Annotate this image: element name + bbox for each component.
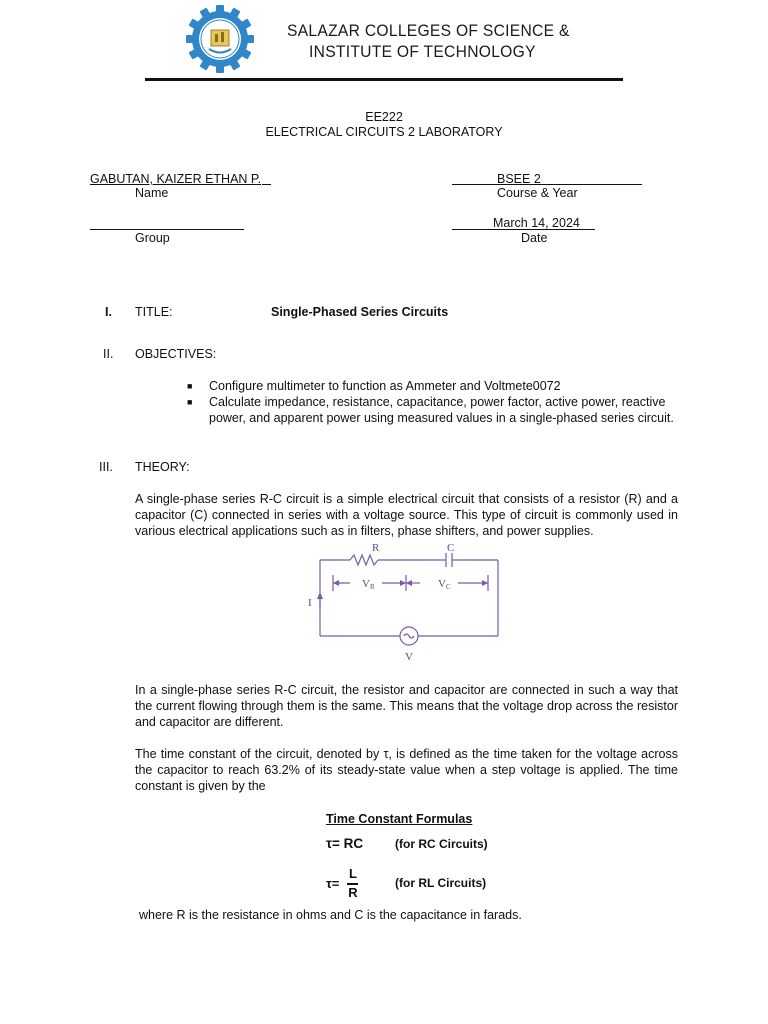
section-label: THEORY:: [135, 460, 190, 474]
header-rule: [145, 78, 623, 81]
course-code: EE222: [365, 110, 403, 124]
section-label: OBJECTIVES:: [135, 347, 217, 361]
name-value: GABUTAN, KAIZER ETHAN P.: [90, 172, 262, 186]
time-constant-formulas: [320, 808, 520, 903]
formula-rl-numerator: L: [349, 866, 357, 881]
lab-title: Single-Phased Series Circuits: [271, 305, 449, 319]
college-logo: [185, 4, 255, 74]
date-label: Date: [521, 231, 548, 245]
vc-subscript: C: [446, 583, 451, 591]
date-value: March 14, 2024: [493, 216, 580, 230]
section-number: II.: [103, 347, 114, 361]
section-number: III.: [99, 460, 113, 474]
college-name-line1: SALAZAR COLLEGES OF SCIENCE &: [287, 21, 570, 40]
source-label: V: [405, 651, 413, 663]
name-underline-tail: [262, 184, 271, 185]
formula-rl-denominator: R: [348, 885, 358, 900]
theory-paragraph-2: In a single-phase series R-C circuit, the resistor and capacitor are connected in such a way that the current flowing through them is the same. This means that the voltage drop across the resistor and capacitor are different.: [135, 683, 678, 729]
formula-rc-note: (for RC Circuits): [395, 837, 488, 851]
objectives-list: [187, 378, 681, 426]
vr-label: V: [362, 578, 370, 590]
vr-subscript: R: [370, 583, 375, 591]
formulas-heading: Time Constant Formulas: [326, 812, 473, 826]
resistor-label: R: [372, 542, 380, 554]
course-value: BSEE 2: [497, 172, 541, 186]
formula-rc: τ= RC: [326, 836, 364, 851]
theory-paragraph-3: The time constant of the circuit, denoted by τ, is defined as the time taken for the voltage across the capacitor to reach 63.2% of its steady-state value when a step voltage is applied. The time constant is given by the: [135, 747, 678, 793]
bullet-icon: ■: [187, 397, 193, 407]
bullet-icon: ■: [187, 381, 193, 391]
list-item: ■ Configure multimeter to function as Ammeter and Voltmete0072: [187, 379, 561, 393]
formula-rl-note: (for RL Circuits): [395, 876, 487, 890]
course-title: ELECTRICAL CIRCUITS 2 LABORATORY: [265, 125, 503, 139]
theory-paragraph-1: A single-phase series R-C circuit is a simple electrical circuit that consists of a resistor (R) and a capacitor (C) connected in series with a voltage source. This type of circuit is commonly used in various electrical applications such as in filters, phase shifters, and power supplies.: [135, 492, 678, 538]
current-label: I: [308, 597, 312, 609]
college-name-line2: INSTITUTE OF TECHNOLOGY: [309, 42, 536, 61]
course-label: Course & Year: [497, 186, 578, 200]
formula-rl-lhs: τ=: [326, 876, 340, 891]
name-label: Name: [135, 186, 169, 200]
vc-label: V: [438, 578, 446, 590]
rc-circuit-diagram: [300, 540, 510, 665]
section-label: TITLE:: [135, 305, 173, 319]
list-item: ■ Calculate impedance, resistance, capacitance, power factor, active power, reactive power, and apparent power using measured values in a single-phased series circuit.: [187, 395, 674, 425]
capacitor-label: C: [447, 542, 455, 554]
theory-paragraph-4: where R is the resistance in ohms and C is the capacitance in farads.: [139, 908, 522, 922]
group-label: Group: [135, 231, 170, 245]
section-number: I.: [105, 305, 112, 319]
